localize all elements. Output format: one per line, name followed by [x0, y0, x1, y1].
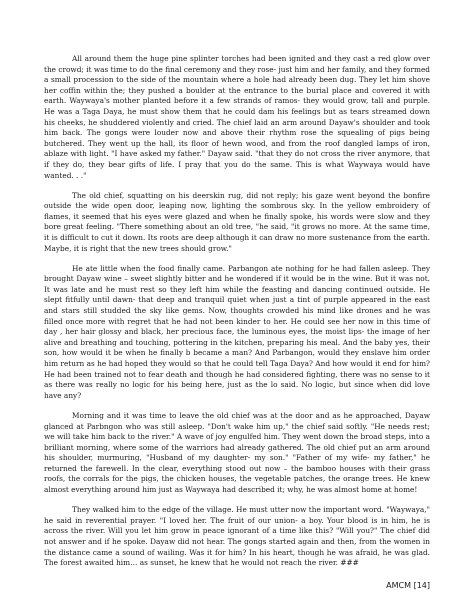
paragraph-5: They walked him to the edge of the village. He must utter now the important word. "Waywaya," he said in reverential prayer. "I loved her. The fruit of our union- a boy. Your blood is in him, he is across the river. Will you let him grow in peace ignorant of a time like this? "Will you?" The chief did not answer and if he spoke. Dayaw did not hear. The gongs started again and then, from the women in the distance came a sound of wailing. Was it for him? In his heart, though he was afraid, he was glad. The forest awaited him… as sunset, he knew that he would not reach the river. ### — [44, 505, 430, 568]
paragraph-1: All around them the huge pine splinter torches had been ignited and they cast a red glow over the crowd; it was time to do the final ceremony and they rose- just him and her family, and they formed a small procession to the side of the mountain where a hole had already been dug. They let him shove her coffin within the; they pushed a boulder at the entrance to the burial place and covered it with earth. Waywaya's mother planted before it a few strands of ramos- they would grow, tall and purple. He was a Taga Daya, he must show them that he could dam his feelings but as tears streamed down his cheeks, he shuddered violently and cried. The chief laid an arm around Dayaw's shoulder and took him back. The gongs were louder now and above their rhythm rose the squealing of pigs being butchered. They went up the hall, its floor of hewn wood, and from the roof dangled lamps of iron, ablaze with light. "I have asked my father." Dayaw said. "that they do not cross the river anymore, that if they do, they bear gifts of life. I pray that you do the same. This is what Waywaya would have wanted. . ." — [44, 54, 430, 180]
page-number-footer: AMCM [14] — [386, 581, 430, 590]
paragraph-2: The old chief, squatting on his deerskin rug, did not reply; his gaze went beyond the bonfire outside the wide open door, leaping now, lighting the sombrous sky. In the yellow embroidery of flames, it seemed that his eyes were glazed and when he finally spoke, his words were slow and they bore great feeling. "There something about an old tree, "he said, "it grows no more. At the same time, it is difficult to cut it down. Its roots are deep although it can draw no more sustenance from the earth. Maybe, it is right that the new trees should grow." — [44, 190, 430, 253]
document-body — [44, 54, 430, 578]
paragraph-3: He ate little when the food finally came. Parbangon ate nothing for he had fallen asleep. They brought Dayaw wine – sweet slightly bitter and he wondered if it would be in the wine. But it was not. It was late and he must rest so they left him while the feasting and dancing continued outside. He slept fitfully until dawn- that deep and tranquil quiet when just a tint of purple appeared in the east and stars still studded the sky like gems. Now, thoughts crowded his mind like drones and he was filled once more with regret that he had not been kinder to her. He could see her now in this time of day , her hair glossy and black, her precious face, the luminous eyes, the moist lips- the image of her alive and breathing and touching, pottering in the kitchen, preparing his meal. And the baby yes, their son, how would it be when he finally b became a man? And Parbangon, would they enslave him order him return as he had hoped they would so that he could tell Taga Daya? And how would it end for him? He had been trained not to fear death and though he had considered fighting, there was no sense to it as there was really no logic for his being here, just as the lo said. No logic, but since when did love have any? — [44, 263, 430, 400]
paragraph-4: Morning and it was time to leave the old chief was at the door and as he approached, Dayaw glanced at Parbngon who was still asleep. "Don't wake him up," the chief said softly. "He needs rest; we will take him back to the river." A wave of joy engulfed him. They went down the broad steps, into a brilliant morning, where some of the warriors had already gathered. The old chief put an arm around his shoulder, murmuring, "Husband of my daughter- my son." "Father of my wife- my father," he returned the farewell. In the clear, everything stood out now – the bamboo houses with their grass roofs, the corrals for the pigs, the chicken houses, the vegetable patches, the orange trees. He knew almost everything around him just as Waywaya had described it; why, he was almost home at home! — [44, 410, 430, 495]
